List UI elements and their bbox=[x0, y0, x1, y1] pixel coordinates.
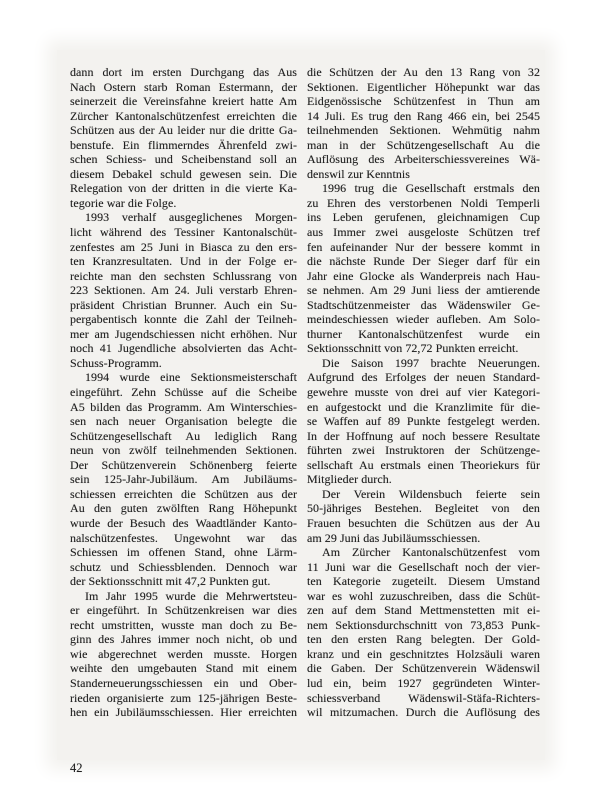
text-line: reichte man den sechsten Schlussrang von bbox=[70, 268, 297, 283]
text-line: Auflösung des Arbeiterschiessvereines Wä- bbox=[307, 152, 540, 167]
text-line: weihte den umgebauten Stand mit einem bbox=[70, 661, 297, 676]
text-line: Schützengesellschaft Au lediglich Rang bbox=[70, 428, 297, 443]
text-line: Schützen aus der Au leider nur die dritte Ga- bbox=[70, 123, 297, 138]
text-line: präsident Christian Brunner. Auch ein Su- bbox=[70, 297, 297, 312]
text-line: fen aufeinander Nur der bessere kommt in bbox=[307, 239, 540, 254]
text-line: noch 41 Jugendliche absolvierten das Acht- bbox=[70, 341, 297, 356]
text-line: In der Hoffnung auf noch bessere Resultate bbox=[307, 428, 540, 443]
text-line: se nehmen. Am 29 Juni liess der amtierende bbox=[307, 283, 540, 298]
text-line: 1996 trug die Gesellschaft erstmals den bbox=[322, 181, 540, 196]
text-line: A5 bilden das Programm. Am Winterschies- bbox=[70, 399, 297, 414]
text-line: wurde der Besuch des Waadtländer Kanto- bbox=[70, 515, 297, 530]
text-line: meindeschiessen wieder aufleben. Am Solo- bbox=[307, 312, 540, 327]
text-line: seinerzeit die Vereinsfahne kreiert hatte Am bbox=[70, 94, 297, 109]
column-right bbox=[307, 65, 540, 720]
text-line: ins Leben gerufenen, gleichnamigen Cup bbox=[307, 210, 540, 225]
text-line: tegorie war die Folge. bbox=[70, 195, 177, 210]
text-line: ten Kategorie zugeteilt. Diesem Umstand bbox=[307, 574, 540, 589]
text-line: sellschaft Au erstmals einen Theoriekurs für bbox=[307, 457, 540, 472]
text-line: Am Zürcher Kantonalschützenfest vom bbox=[322, 545, 540, 560]
page-number: 42 bbox=[70, 761, 83, 775]
text-line: neun von zwölf teilnehmenden Sektionen. bbox=[70, 443, 297, 458]
text-line: diesem Debakel schuld gewesen sein. Die bbox=[70, 166, 297, 181]
text-line: aus Immer zwei ausgeloste Schützen tref bbox=[307, 225, 540, 240]
text-line: nalschützenfestes. Ungewohnt war das bbox=[70, 530, 297, 545]
text-line: en aufgestockt und die Kranzlimite für die- bbox=[307, 399, 540, 414]
text-line: Eidgenössische Schützenfest in Thun am bbox=[307, 94, 540, 109]
text-line: thurner Kantonalschützenfest wurde ein bbox=[307, 326, 540, 341]
text-line: Schiessen im offenen Stand, ohne Lärm- bbox=[70, 545, 297, 560]
text-line: Die Saison 1997 brachte Neuerungen. bbox=[322, 355, 540, 370]
text-line: Relegation von der dritten in die vierte Ka- bbox=[70, 181, 297, 196]
text-line: Jahr eine Glocke als Wanderpreis nach Hau- bbox=[307, 268, 540, 283]
text-line: Nach Ostern starb Roman Estermann, der bbox=[70, 79, 297, 94]
text-line: denswil zur Kenntnis bbox=[307, 166, 410, 181]
text-line: 1994 wurde eine Sektionsmeisterschaft bbox=[85, 370, 297, 385]
text-line: dann dort im ersten Durchgang das Aus bbox=[70, 65, 297, 79]
text-line: die nächste Runde Der Sieger darf für ein bbox=[307, 254, 540, 269]
text-line: 11 Juni war die Gesellschaft noch der vier- bbox=[307, 559, 540, 574]
text-line: Mitglieder durch. bbox=[307, 472, 392, 487]
text-line: Frauen besuchten die Schützen aus der Au bbox=[307, 515, 540, 530]
text-line: mer am Jugendschiessen nicht erhöhen. Nur bbox=[70, 326, 297, 341]
text-line: pergabentisch konnte die Zahl der Teilneh- bbox=[70, 312, 297, 327]
text-line: Schuss-Programm. bbox=[70, 355, 162, 370]
text-line: zu Ehren des verstorbenen Noldi Temperli bbox=[307, 195, 540, 210]
text-line: zenfestes am 25 Juni in Biasca zu den ers- bbox=[70, 239, 297, 254]
text-line: Der Verein Wildensbuch feierte sein bbox=[322, 486, 540, 501]
text-line: die Schützen der Au den 13 Rang von 32 bbox=[307, 65, 540, 79]
text-line: teilnehmenden Sektionen. Wehmütig nahm bbox=[307, 123, 540, 138]
text-line: Stadtschützenmeister das Wädenswiler Ge- bbox=[307, 297, 540, 312]
text-line: ginn des Jahres immer noch nicht, ob und bbox=[70, 632, 297, 647]
text-line: nem Sektionsdurchschnitt von 73,853 Punk- bbox=[307, 617, 540, 632]
text-line: Zürcher Kantonalschützenfest erreichten die bbox=[70, 108, 297, 123]
text-line: wil mitzumachen. Durch die Auflösung des bbox=[307, 705, 540, 720]
text-line: 14 Juli. Es trug den Rang 466 ein, bei 2545 bbox=[307, 108, 540, 123]
text-line: 1993 verhalf ausgeglichenes Morgen- bbox=[85, 210, 297, 225]
text-line: ten den ersten Rang belegten. Der Gold- bbox=[307, 632, 540, 647]
text-line: am 29 Juni das Jubiläumsschiessen. bbox=[307, 530, 481, 545]
text-line: Standerneuerungsschiessen ein und Ober- bbox=[70, 675, 297, 690]
text-line: gewehre musste von drei auf vier Kategori- bbox=[307, 385, 540, 400]
text-line: 223 Sektionen. Am 24. Juli verstarb Ehren- bbox=[70, 283, 297, 298]
text-line: ten Kranzresultaten. Und in der Folge er- bbox=[70, 254, 297, 269]
text-line: rieden organisierte zum 125-jährigen Beste- bbox=[70, 690, 297, 705]
text-line: führten zwei Instruktoren der Schützenge- bbox=[307, 443, 540, 458]
text-line: sen nach neuer Organisation belegte die bbox=[70, 414, 297, 429]
text-line: Aufgrund des Erfolges der neuen Standard- bbox=[307, 370, 540, 385]
text-line: schutz und Schiessblenden. Dennoch war bbox=[70, 559, 297, 574]
text-line: er eingeführt. In Schützenkreisen war dies bbox=[70, 603, 297, 618]
text-line: lud ein, beim 1927 gegründeten Winter- bbox=[307, 675, 540, 690]
text-line: Sektionsschnitt von 72,72 Punkten erreicht. bbox=[307, 341, 519, 356]
text-line: schen Schiess- und Scheibenstand soll an bbox=[70, 152, 297, 167]
text-line: sein 125-Jahr-Jubiläum. Am Jubiläums- bbox=[70, 472, 297, 487]
text-line: wie abgerechnet werden musste. Horgen bbox=[70, 646, 297, 661]
text-line: se Waffen auf 89 Punkte festgelegt werden. bbox=[307, 414, 540, 429]
text-line: war es wohl zuzuschreiben, dass die Schüt- bbox=[307, 588, 540, 603]
text-line: schiessverband Wädenswil-Stäfa-Richters- bbox=[307, 690, 540, 705]
text-line: man in der Schützengesellschaft Au die bbox=[307, 137, 540, 152]
text-line: Im Jahr 1995 wurde die Mehrwertsteu- bbox=[85, 588, 297, 603]
text-line: recht umstritten, wusste man doch zu Be- bbox=[70, 617, 297, 632]
text-line: 50-jähriges Bestehen. Begleitet von den bbox=[307, 501, 540, 516]
column-left bbox=[70, 65, 297, 720]
text-line: Der Schützenverein Schönenberg feierte bbox=[70, 457, 297, 472]
text-line: hen ein Jubiläumsschiessen. Hier erreichten bbox=[70, 705, 297, 720]
text-line: die Gaben. Der Schützenverein Wädenswil bbox=[307, 661, 540, 676]
text-line: Sektionen. Eigentlicher Höhepunkt war das bbox=[307, 79, 540, 94]
text-line: schiessen erreichten die Schützen aus der bbox=[70, 486, 297, 501]
text-line: Au den guten zwölften Rang Höhepunkt bbox=[70, 501, 297, 516]
text-line: zen auf dem Stand Mettmenstetten mit ei- bbox=[307, 603, 540, 618]
text-line: benstufe. Ein flimmerndes Ährenfeld zwi- bbox=[70, 137, 297, 152]
text-line: der Sektionsschnitt mit 47,2 Punkten gut. bbox=[70, 574, 271, 589]
text-line: eingeführt. Zehn Schüsse auf die Scheibe bbox=[70, 385, 297, 400]
text-line: licht während des Tessiner Kantonalschüt- bbox=[70, 225, 297, 240]
text-line: kranz und ein geschnitztes Holzsäuli waren bbox=[307, 646, 540, 661]
